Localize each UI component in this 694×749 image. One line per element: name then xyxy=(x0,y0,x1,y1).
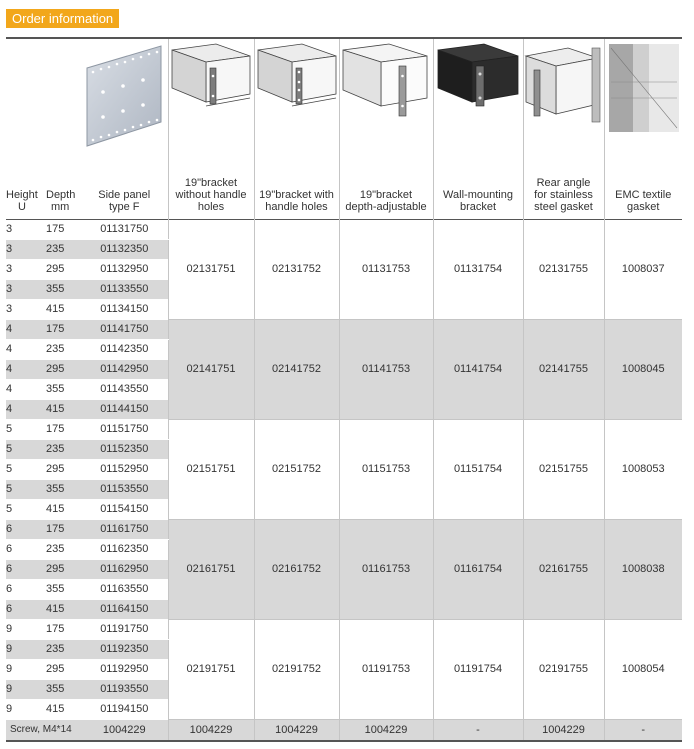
rear-angle-image-icon xyxy=(524,42,604,134)
depth-cell: 355 xyxy=(46,679,81,699)
side-panel-cell: 01131750 xyxy=(81,219,168,239)
emc-cell: 1008045 xyxy=(604,319,682,419)
height-cell: 6 xyxy=(6,519,46,539)
bracket-without-cell: 02161751 xyxy=(168,519,254,619)
side-panel-cell: 01191750 xyxy=(81,619,168,639)
order-table xyxy=(6,37,682,742)
side-panel-cell: 01164150 xyxy=(81,599,168,619)
rear-angle-cell: 02141755 xyxy=(523,319,604,419)
depth-cell: 295 xyxy=(46,259,81,279)
height-cell: 5 xyxy=(6,499,46,519)
screw-rear-angle-cell: 1004229 xyxy=(523,719,604,741)
emc-image xyxy=(604,38,682,165)
height-group-5 xyxy=(6,419,682,519)
wall-mount-cell: 01161754 xyxy=(433,519,523,619)
rear-angle-cell: 02131755 xyxy=(523,219,604,319)
side-panel-cell: 01142950 xyxy=(81,359,168,379)
bracket-without-cell: 02141751 xyxy=(168,319,254,419)
header-side-panel: Side panel type F xyxy=(98,188,151,213)
depth-cell: 235 xyxy=(46,539,81,559)
side-panel-cell: 01162350 xyxy=(81,539,168,559)
depth-cell: 355 xyxy=(46,479,81,499)
height-cell: 3 xyxy=(6,219,46,239)
rear-angle-cell: 02191755 xyxy=(523,619,604,719)
depth-cell: 355 xyxy=(46,279,81,299)
depth-cell: 295 xyxy=(46,659,81,679)
table-row xyxy=(6,619,682,639)
height-cell: 5 xyxy=(6,419,46,439)
section-title: Order information xyxy=(6,9,119,28)
table-row xyxy=(6,219,682,239)
bracket-with-cell: 02141752 xyxy=(254,319,339,419)
bracket-with-cell: 02161752 xyxy=(254,519,339,619)
table-row xyxy=(6,419,682,439)
side-panel-cell: 01152350 xyxy=(81,439,168,459)
depth-cell: 175 xyxy=(46,519,81,539)
height-cell: 5 xyxy=(6,479,46,499)
wall-mount-image xyxy=(433,38,523,165)
screw-row xyxy=(6,719,682,741)
height-group-3 xyxy=(6,219,682,319)
side-panel-cell: 01132950 xyxy=(81,259,168,279)
bracket-without-cell: 02131751 xyxy=(168,219,254,319)
depth-cell: 235 xyxy=(46,339,81,359)
height-cell: 9 xyxy=(6,699,46,719)
header-height: Height U xyxy=(6,188,38,213)
screw-label: Screw, M4*14 xyxy=(6,719,81,741)
bracket-without-handle-holes-image-icon xyxy=(170,42,252,126)
bracket-with-cell: 02151752 xyxy=(254,419,339,519)
depth-cell: 175 xyxy=(46,319,81,339)
height-group-6 xyxy=(6,519,682,619)
depth-cell: 295 xyxy=(46,459,81,479)
height-cell: 5 xyxy=(6,439,46,459)
side-panel-cell: 01162950 xyxy=(81,559,168,579)
table-row xyxy=(6,519,682,539)
rear-angle-cell: 02151755 xyxy=(523,419,604,519)
side-panel-cell: 01151750 xyxy=(81,419,168,439)
side-panel-cell: 01163550 xyxy=(81,579,168,599)
depth-cell: 415 xyxy=(46,299,81,319)
height-cell: 9 xyxy=(6,619,46,639)
side-panel-cell: 01132350 xyxy=(81,239,168,259)
side-panel-cell: 01153550 xyxy=(81,479,168,499)
header-wall-mount: Wall-mounting bracket xyxy=(433,165,523,219)
bracket-with-cell: 02131752 xyxy=(254,219,339,319)
screw-bracket-depth-cell: 1004229 xyxy=(339,719,433,741)
depth-cell: 235 xyxy=(46,439,81,459)
screw-side-panel-cell: 1004229 xyxy=(81,719,168,741)
side-panel-cell: 01133550 xyxy=(81,279,168,299)
height-cell: 4 xyxy=(6,339,46,359)
height-cell: 3 xyxy=(6,259,46,279)
screw-bracket-with-cell: 1004229 xyxy=(254,719,339,741)
header-bracket-depth: 19"bracket depth-adjustable xyxy=(339,165,433,219)
height-cell: 9 xyxy=(6,679,46,699)
depth-cell: 355 xyxy=(46,379,81,399)
wall-mount-cell: 01191754 xyxy=(433,619,523,719)
screw-wall-mount-cell: - xyxy=(433,719,523,741)
height-cell: 6 xyxy=(6,559,46,579)
side-panel-cell: 01154150 xyxy=(81,499,168,519)
depth-cell: 235 xyxy=(46,239,81,259)
header-spacer xyxy=(6,38,46,165)
header-emc: EMC textile gasket xyxy=(604,165,682,219)
height-cell: 4 xyxy=(6,319,46,339)
bracket-without-cell: 02151751 xyxy=(168,419,254,519)
side-panel-cell: 01193550 xyxy=(81,679,168,699)
side-panel-cell: 01161750 xyxy=(81,519,168,539)
side-panel-cell: 01192950 xyxy=(81,659,168,679)
height-cell: 3 xyxy=(6,279,46,299)
header-bracket-with: 19"bracket with handle holes xyxy=(254,165,339,219)
depth-cell: 295 xyxy=(46,559,81,579)
header-spacer xyxy=(46,38,81,165)
height-cell: 5 xyxy=(6,459,46,479)
height-cell: 4 xyxy=(6,379,46,399)
bracket-depth-image xyxy=(339,38,433,165)
side-panel-cell: 01144150 xyxy=(81,399,168,419)
side-panel-cell: 01194150 xyxy=(81,699,168,719)
bracket-with-handle-holes-image-icon xyxy=(256,42,338,126)
height-cell: 4 xyxy=(6,359,46,379)
height-group-9 xyxy=(6,619,682,719)
height-cell: 3 xyxy=(6,299,46,319)
emc-cell: 1008038 xyxy=(604,519,682,619)
side-panel-cell: 01134150 xyxy=(81,299,168,319)
height-cell: 9 xyxy=(6,639,46,659)
bracket-with-cell: 02191752 xyxy=(254,619,339,719)
emc-cell: 1008054 xyxy=(604,619,682,719)
side-panel-cell: 01192350 xyxy=(81,639,168,659)
depth-cell: 175 xyxy=(46,419,81,439)
wall-mounting-bracket-image-icon xyxy=(436,42,520,126)
header-depth: Depth mm xyxy=(46,188,76,213)
depth-cell: 175 xyxy=(46,219,81,239)
depth-cell: 415 xyxy=(46,599,81,619)
screw-emc-cell: - xyxy=(604,719,682,741)
rear-angle-image xyxy=(523,38,604,165)
side-panel-cell: 01152950 xyxy=(81,459,168,479)
depth-cell: 235 xyxy=(46,639,81,659)
height-cell: 9 xyxy=(6,659,46,679)
screw-bracket-without-cell: 1004229 xyxy=(168,719,254,741)
depth-cell: 175 xyxy=(46,619,81,639)
bracket-depth-cell: 01141753 xyxy=(339,319,433,419)
bracket-with-image xyxy=(254,38,339,165)
depth-cell: 415 xyxy=(46,699,81,719)
wall-mount-cell: 01131754 xyxy=(433,219,523,319)
height-cell: 4 xyxy=(6,399,46,419)
table-row xyxy=(6,319,682,339)
bracket-depth-cell: 01151753 xyxy=(339,419,433,519)
side-panel-cell: 01143550 xyxy=(81,379,168,399)
depth-cell: 415 xyxy=(46,499,81,519)
depth-cell: 295 xyxy=(46,359,81,379)
wall-mount-cell: 01151754 xyxy=(433,419,523,519)
height-cell: 6 xyxy=(6,579,46,599)
height-cell: 6 xyxy=(6,539,46,559)
side-panel-image-icon xyxy=(83,42,165,148)
bracket-depth-cell: 01191753 xyxy=(339,619,433,719)
side-panel-cell: 01141750 xyxy=(81,319,168,339)
bracket-depth-cell: 01131753 xyxy=(339,219,433,319)
emc-gasket-image-icon xyxy=(605,42,683,136)
side-panel-cell: 01142350 xyxy=(81,339,168,359)
height-group-4 xyxy=(6,319,682,419)
wall-mount-cell: 01141754 xyxy=(433,319,523,419)
depth-cell: 355 xyxy=(46,579,81,599)
emc-cell: 1008037 xyxy=(604,219,682,319)
side-panel-image xyxy=(81,38,168,165)
emc-cell: 1008053 xyxy=(604,419,682,519)
depth-cell: 415 xyxy=(46,399,81,419)
header-rear-angle: Rear angle for stainless steel gasket xyxy=(523,165,604,219)
header-bracket-without: 19"bracket without handle holes xyxy=(168,165,254,219)
rear-angle-cell: 02161755 xyxy=(523,519,604,619)
bracket-without-image xyxy=(168,38,254,165)
bracket-depth-cell: 01161753 xyxy=(339,519,433,619)
bracket-depth-adjustable-image-icon xyxy=(341,42,431,126)
screw-row-group xyxy=(6,719,682,741)
height-cell: 6 xyxy=(6,599,46,619)
height-cell: 3 xyxy=(6,239,46,259)
bracket-without-cell: 02191751 xyxy=(168,619,254,719)
